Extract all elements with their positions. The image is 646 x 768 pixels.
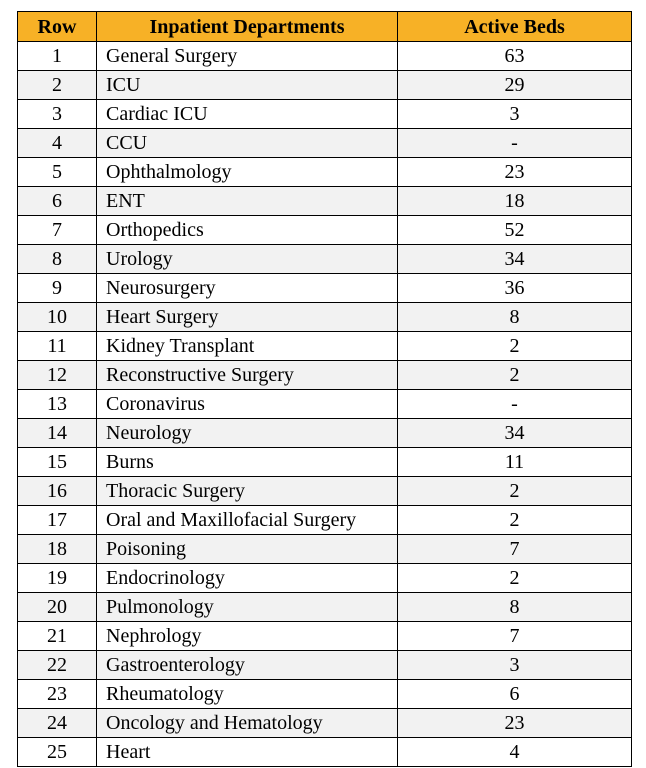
- row-number-cell: 22: [18, 651, 97, 680]
- active-beds-cell: 8: [398, 303, 632, 332]
- active-beds-cell: 2: [398, 477, 632, 506]
- row-number-cell: 17: [18, 506, 97, 535]
- active-beds-cell: 3: [398, 100, 632, 129]
- department-cell: ICU: [97, 71, 398, 100]
- department-cell: Burns: [97, 448, 398, 477]
- table-row: [18, 158, 632, 187]
- active-beds-cell: -: [398, 129, 632, 158]
- table-row: [18, 448, 632, 477]
- active-beds-cell: 23: [398, 709, 632, 738]
- table-row: [18, 564, 632, 593]
- row-number-cell: 10: [18, 303, 97, 332]
- row-number-cell: 15: [18, 448, 97, 477]
- department-cell: Endocrinology: [97, 564, 398, 593]
- row-number-cell: 18: [18, 535, 97, 564]
- table-row: [18, 274, 632, 303]
- table-row: [18, 477, 632, 506]
- table-row: [18, 303, 632, 332]
- table-row: [18, 71, 632, 100]
- table-row: [18, 332, 632, 361]
- department-cell: Gastroenterology: [97, 651, 398, 680]
- table-row: [18, 216, 632, 245]
- row-number-cell: 7: [18, 216, 97, 245]
- department-cell: General Surgery: [97, 42, 398, 71]
- row-number-cell: 13: [18, 390, 97, 419]
- row-number-cell: 8: [18, 245, 97, 274]
- table-row: [18, 622, 632, 651]
- table-row: [18, 100, 632, 129]
- department-cell: Ophthalmology: [97, 158, 398, 187]
- department-cell: Orthopedics: [97, 216, 398, 245]
- department-cell: Rheumatology: [97, 680, 398, 709]
- department-cell: Urology: [97, 245, 398, 274]
- table-row: [18, 709, 632, 738]
- row-number-cell: 24: [18, 709, 97, 738]
- row-number-cell: 5: [18, 158, 97, 187]
- table-row: [18, 593, 632, 622]
- department-cell: Neurosurgery: [97, 274, 398, 303]
- active-beds-cell: 63: [398, 42, 632, 71]
- row-number-cell: 16: [18, 477, 97, 506]
- department-cell: ENT: [97, 187, 398, 216]
- row-number-cell: 25: [18, 738, 97, 767]
- active-beds-cell: 7: [398, 535, 632, 564]
- table-row: [18, 187, 632, 216]
- table-row: [18, 361, 632, 390]
- row-number-cell: 11: [18, 332, 97, 361]
- active-beds-cell: 8: [398, 593, 632, 622]
- table-row: [18, 506, 632, 535]
- row-number-cell: 1: [18, 42, 97, 71]
- active-beds-cell: 6: [398, 680, 632, 709]
- table-row: [18, 535, 632, 564]
- department-cell: Heart: [97, 738, 398, 767]
- department-cell: Oncology and Hematology: [97, 709, 398, 738]
- table-row: [18, 419, 632, 448]
- active-beds-cell: 2: [398, 506, 632, 535]
- department-cell: Thoracic Surgery: [97, 477, 398, 506]
- department-cell: Cardiac ICU: [97, 100, 398, 129]
- department-cell: Nephrology: [97, 622, 398, 651]
- active-beds-cell: 3: [398, 651, 632, 680]
- table-row: [18, 680, 632, 709]
- table-row: [18, 390, 632, 419]
- table-body: [18, 42, 632, 767]
- row-number-cell: 19: [18, 564, 97, 593]
- active-beds-table: [17, 11, 632, 767]
- row-number-cell: 2: [18, 71, 97, 100]
- header-department: Inpatient Departments: [97, 12, 398, 42]
- row-number-cell: 4: [18, 129, 97, 158]
- active-beds-cell: 34: [398, 245, 632, 274]
- department-cell: Poisoning: [97, 535, 398, 564]
- department-cell: Kidney Transplant: [97, 332, 398, 361]
- department-cell: Reconstructive Surgery: [97, 361, 398, 390]
- header-row-number: Row: [18, 12, 97, 42]
- active-beds-cell: 4: [398, 738, 632, 767]
- department-cell: Pulmonology: [97, 593, 398, 622]
- active-beds-cell: 36: [398, 274, 632, 303]
- header-row: [18, 12, 632, 42]
- row-number-cell: 20: [18, 593, 97, 622]
- active-beds-cell: 2: [398, 361, 632, 390]
- active-beds-cell: 34: [398, 419, 632, 448]
- table-row: [18, 245, 632, 274]
- department-cell: Oral and Maxillofacial Surgery: [97, 506, 398, 535]
- department-cell: Neurology: [97, 419, 398, 448]
- row-number-cell: 21: [18, 622, 97, 651]
- active-beds-cell: 52: [398, 216, 632, 245]
- row-number-cell: 6: [18, 187, 97, 216]
- table-row: [18, 42, 632, 71]
- table-row: [18, 738, 632, 767]
- active-beds-cell: 11: [398, 448, 632, 477]
- header-active-beds: Active Beds: [398, 12, 632, 42]
- table-row: [18, 129, 632, 158]
- active-beds-cell: 2: [398, 332, 632, 361]
- row-number-cell: 23: [18, 680, 97, 709]
- department-cell: Heart Surgery: [97, 303, 398, 332]
- table-header: [18, 12, 632, 42]
- active-beds-cell: 7: [398, 622, 632, 651]
- department-cell: Coronavirus: [97, 390, 398, 419]
- row-number-cell: 14: [18, 419, 97, 448]
- table-row: [18, 651, 632, 680]
- active-beds-cell: 2: [398, 564, 632, 593]
- active-beds-cell: 18: [398, 187, 632, 216]
- active-beds-cell: 29: [398, 71, 632, 100]
- row-number-cell: 12: [18, 361, 97, 390]
- row-number-cell: 9: [18, 274, 97, 303]
- row-number-cell: 3: [18, 100, 97, 129]
- active-beds-cell: -: [398, 390, 632, 419]
- active-beds-cell: 23: [398, 158, 632, 187]
- department-cell: CCU: [97, 129, 398, 158]
